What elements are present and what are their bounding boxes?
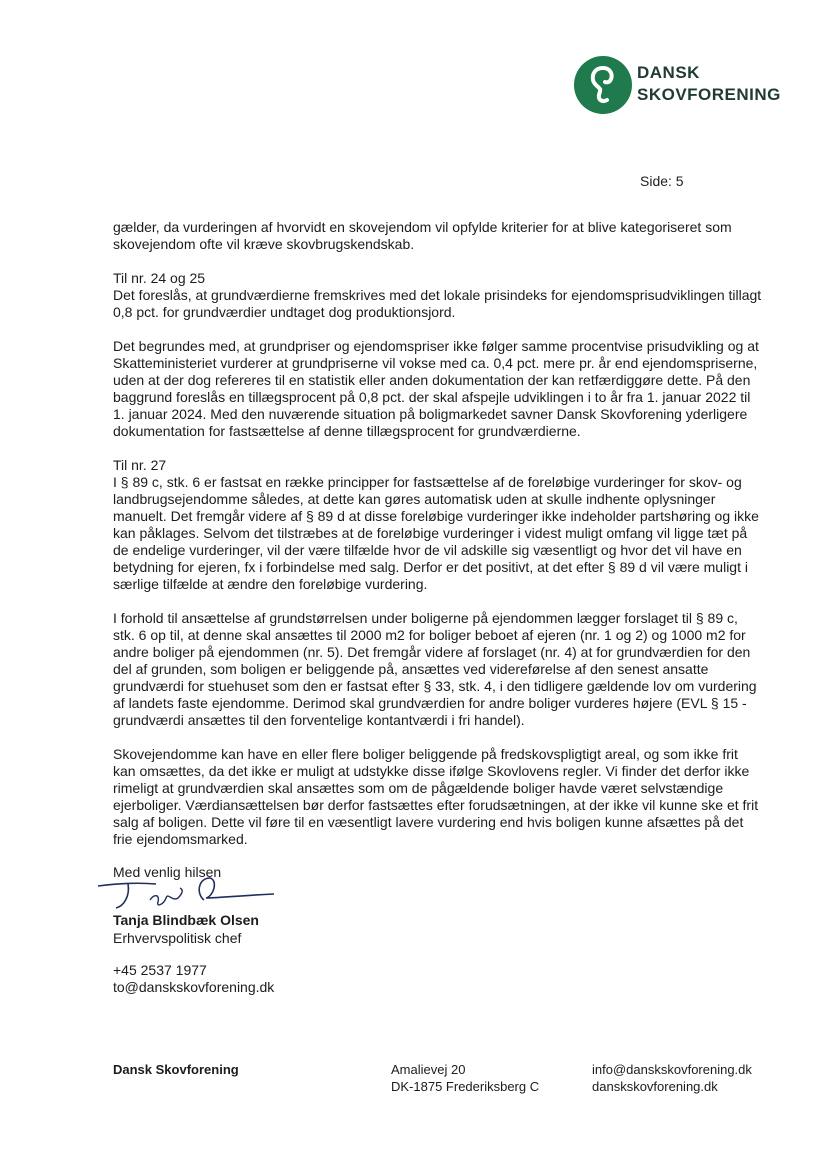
logo-line-2: SKOVFORENING	[637, 85, 781, 104]
footer-website: danskskovforening.dk	[592, 1079, 718, 1094]
section-heading-24-25: Til nr. 24 og 25	[113, 270, 206, 286]
logo-emblem-icon	[574, 56, 632, 114]
section-heading-27: Til nr. 27	[113, 457, 167, 473]
signer-name: Tanja Blindbæk Olsen	[113, 912, 259, 928]
signer-title: Erhvervspolitisk chef	[113, 930, 242, 946]
footer-address	[391, 1061, 539, 1095]
footer-address-line-1: Amalievej 20	[391, 1062, 466, 1077]
letter-body	[113, 219, 763, 865]
paragraph-4: I § 89 c, stk. 6 er fastsat en række principper for fastsættelse af de foreløbige vurderinger for skov- og landbrugsejendomme således, at dette kan gøres automatisk uden at skulle indhente oplysninger manuelt. Det fremgår videre af § 89 d at disse foreløbige vurderinger ikke indeholder partshøring og ikke kan påklages. Selvom det tilstræbes at de foreløbige vurderinger i videst muligt omfang vil ligge tæt på de endelige vurderinger, vil der være tilfælde hvor de vil adskille sig væsentligt og hvor det vil have en betydning for ejeren, fx i forbindelse med salg. Derfor er det positivt, at det efter § 89 d vil være muligt i særlige tilfælde at ændre den foreløbige vurdering.	[113, 474, 759, 592]
paragraph-1: gælder, da vurderingen af hvorvidt en skovejendom vil opfylde kriterier for at blive kategoriseret som skovejendom ofte vil kræve skovbrugskendskab.	[113, 219, 732, 252]
signer-phone: +45 2537 1977	[113, 962, 207, 978]
footer-contact	[592, 1061, 752, 1095]
footer-email: info@danskskovforening.dk	[592, 1062, 752, 1077]
signer-email: to@danskskovforening.dk	[113, 979, 275, 995]
closing-greeting: Med venlig hilsen	[113, 864, 222, 880]
logo-line-1: DANSK	[637, 63, 700, 82]
paragraph-2: Det foreslås, at grundværdierne fremskrives med det lokale prisindeks for ejendomsprisudviklingen tillagt 0,8 pct. for grundværdier undtaget dog produktionsjord.	[113, 287, 762, 320]
footer-organization: Dansk Skovforening	[113, 1062, 239, 1077]
logo-wordmark	[637, 62, 781, 106]
signer-contact	[113, 962, 274, 996]
paragraph-3: Det begrundes med, at grundpriser og ejendomspriser ikke følger samme procentvise prisudvikling og at Skatteministeriet vurderer at grundpriserne vil vokse med ca. 0,4 pct. mere pr. år end ejendomspriserne, uden at der dog refereres til en statistik eller anden dokumentation der kan retfærdiggøre dette. På den baggrund foreslås en tillægsprocent på 0,8 pct. der skal afspejle udviklingen i to år fra 1. januar 2022 til 1. januar 2024. Med den nuværende situation på boligmarkedet savner Dansk Skovforening yderligere dokumentation for fastsættelse af denne tillægsprocent for grundværdierne.	[113, 338, 759, 439]
footer-address-line-2: DK-1875 Frederiksberg C	[391, 1079, 540, 1094]
dansk-skovforening-logo	[574, 56, 781, 116]
paragraph-6: Skovejendomme kan have en eller flere boliger beliggende på fredskovspligtigt areal, og som ikke frit kan omsættes, da det ikke er muligt at udstykke disse ifølge Skovlovens regler. Vi finder det derfor ikke rimeligt at grundværdien skal ansættes som om de pågældende boliger havde været selvstændige ejerboliger. Værdiansættelsen bør derfor fastsættes efter forudsætningen, at der ikke vil kunne ske et frit salg af boligen. Dette vil føre til en væsentligt lavere vurdering end hvis boligen kunne afsættes på det frie ejendomsmarked.	[113, 746, 759, 847]
page-number: Side: 5	[640, 173, 684, 189]
paragraph-5: I forhold til ansættelse af grundstørrelsen under boligerne på ejendommen lægger forslaget til § 89 c, stk. 6 op til, at denne skal ansættes til 2000 m2 for boliger beboet af ejeren (nr. 1 og 2) og 1000 m2 for andre boliger på ejendommen (nr. 5). Det fremgår videre af forslaget (nr. 4) at for grundværdien for den del af grunden, som boligen er beliggende på, ansættes ved videreførelse af den senest ansatte grundværdi for stuehuset som den er fastsat efter § 33, stk. 4, i den tidligere gældende lov om vurdering af landets faste ejendomme. Derimod skal grundværdien for andre boliger vurderes højere (EVL § 15 - grundværdi ansættes til den forventelige kontantværdi i fri handel).	[113, 610, 757, 728]
